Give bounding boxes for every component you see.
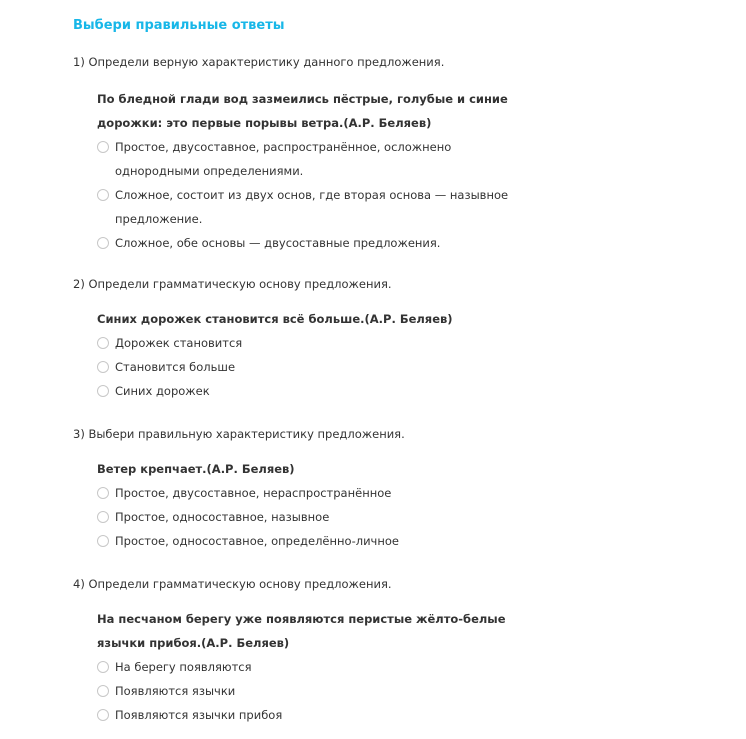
radio-button[interactable] [97,487,109,499]
question-prompt: 4) Определи грамматическую основу предложения. [73,577,392,591]
question-sentence: Синих дорожек становится всё больше.(А.Р. Беляев) [97,312,453,326]
question-4 [73,575,733,727]
option-label: Появляются язычки прибоя [115,708,283,722]
radio-button[interactable] [97,535,109,547]
option-label: Простое, односоставное, назывное [115,510,330,524]
radio-button[interactable] [97,237,109,249]
question-prompt: 3) Выбери правильную характеристику предложения. [73,427,405,441]
radio-button[interactable] [97,141,109,153]
answer-option[interactable] [97,481,517,505]
answer-option[interactable] [97,505,517,529]
radio-button[interactable] [97,709,109,721]
option-label: Дорожек становится [115,336,243,350]
answer-option[interactable] [97,679,517,703]
question-2 [73,275,733,403]
answer-option[interactable] [97,231,517,255]
answer-option[interactable] [97,331,517,355]
radio-button[interactable] [97,385,109,397]
option-label: Простое, односоставное, определённо-личное [115,534,399,548]
answer-option[interactable] [97,183,517,231]
question-prompt: 2) Определи грамматическую основу предложения. [73,277,392,291]
answer-option[interactable] [97,529,517,553]
answer-options [97,655,733,727]
option-label: Простое, двусоставное, распространённое, осложнено однородными определениями. [115,140,452,178]
radio-button[interactable] [97,661,109,673]
option-label: Синих дорожек [115,384,210,398]
answer-option[interactable] [97,703,517,727]
option-label: Появляются язычки [115,684,236,698]
radio-button[interactable] [97,361,109,373]
answer-option[interactable] [97,135,517,183]
question-sentence: По бледной глади вод зазмеились пёстрые, голубые и синие дорожки: это первые порывы ветра.(А.Р. Беляев) [97,92,508,130]
answer-option[interactable] [97,355,517,379]
answer-option[interactable] [97,655,517,679]
page-heading: Выбери правильные ответы [73,18,285,33]
question-sentence: Ветер крепчает.(А.Р. Беляев) [97,462,295,476]
radio-button[interactable] [97,337,109,349]
question-3 [73,425,733,553]
answer-options [97,481,733,553]
answer-option[interactable] [97,379,517,403]
radio-button[interactable] [97,685,109,697]
question-prompt: 1) Определи верную характеристику данного предложения. [73,55,445,69]
radio-button[interactable] [97,511,109,523]
question-sentence: На песчаном берегу уже появляются перистые жёлто-белые язычки прибоя.(А.Р. Беляев) [97,612,506,650]
radio-button[interactable] [97,189,109,201]
option-label: На берегу появляются [115,660,252,674]
question-1 [73,53,733,255]
option-label: Становится больше [115,360,236,374]
answer-options [97,135,733,255]
option-label: Сложное, обе основы — двусоставные предложения. [115,236,441,250]
option-label: Простое, двусоставное, нераспространённое [115,486,392,500]
answer-options [97,331,733,403]
option-label: Сложное, состоит из двух основ, где вторая основа — назывное предложение. [115,188,509,226]
